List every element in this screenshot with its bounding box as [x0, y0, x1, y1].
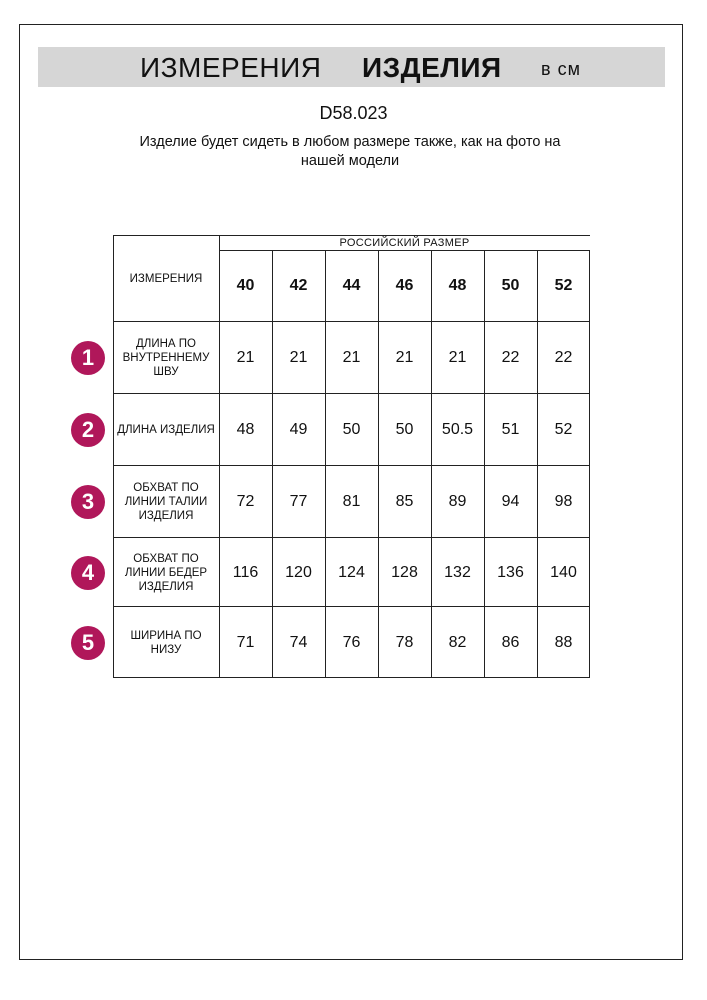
value-cell: 72 — [236, 493, 255, 510]
row-number-badge: 2 — [71, 413, 105, 447]
value-cell: 52 — [554, 421, 573, 438]
value-cell: 81 — [342, 493, 361, 510]
row-label-line: ОБХВАТ ПО — [133, 482, 199, 494]
row-label — [113, 466, 219, 538]
row-label-line: НИЗУ — [150, 643, 182, 656]
title-measurements: ИЗМЕРЕНИЯ — [140, 52, 322, 83]
value-cell: 22 — [501, 349, 520, 366]
value-cell: 51 — [501, 421, 520, 438]
row-label — [113, 607, 219, 678]
fit-note-line-1: Изделие будет сидеть в любом размере также, как на фото на — [139, 134, 561, 150]
value-cell: 71 — [236, 633, 255, 651]
value-cell: 78 — [395, 633, 414, 651]
row-label-line: ЛИНИИ БЕДЕР — [124, 566, 208, 579]
row-label-line: ШВУ — [153, 366, 179, 378]
product-code: D58.023 — [319, 103, 388, 123]
row-label — [113, 538, 219, 607]
value-cell: 132 — [444, 563, 471, 581]
row-label-line: ДЛИНА ПО — [136, 338, 196, 350]
value-cell: 86 — [501, 633, 520, 651]
fit-note-line-2: нашей модели — [300, 153, 400, 169]
value-cell: 140 — [550, 563, 577, 581]
row-number-badge: 3 — [71, 485, 105, 519]
row-label-line: ВНУТРЕННЕМУ — [122, 352, 210, 364]
value-cell: 85 — [395, 493, 414, 510]
title-item: ИЗДЕЛИЯ — [362, 52, 502, 83]
value-cell: 77 — [289, 493, 308, 510]
row-label-line: ОБХВАТ ПО — [133, 552, 199, 565]
size-table — [113, 235, 590, 678]
value-cell: 120 — [285, 563, 312, 581]
row-number-badge: 1 — [71, 341, 105, 375]
value-cell: 21 — [236, 349, 255, 366]
row-label-line: ИЗДЕЛИЯ — [138, 580, 194, 593]
value-cell: 136 — [497, 563, 524, 581]
corner-label: ИЗМЕРЕНИЯ — [129, 272, 203, 285]
size-48: 48 — [448, 277, 467, 294]
size-40: 40 — [236, 277, 255, 294]
size-44: 44 — [342, 277, 361, 294]
value-cell: 74 — [289, 633, 308, 651]
value-cell: 50.5 — [441, 421, 474, 438]
value-cell: 116 — [232, 563, 259, 581]
value-cell: 94 — [501, 493, 520, 510]
value-cell: 21 — [395, 349, 414, 366]
row-label-line: ШИРИНА ПО — [130, 629, 202, 642]
row-number-badge: 5 — [71, 626, 105, 660]
row-label-line: ДЛИНА ИЗДЕЛИЯ — [117, 424, 215, 436]
value-cell: 50 — [395, 421, 414, 438]
row-number-badge: 4 — [71, 556, 105, 590]
fit-note — [110, 133, 590, 171]
row-label-line: ИЗДЕЛИЯ — [138, 510, 194, 522]
size-52: 52 — [554, 277, 573, 294]
title-unit: в см — [541, 59, 581, 79]
value-cell: 89 — [448, 493, 467, 510]
value-cell: 22 — [554, 349, 573, 366]
value-cell: 88 — [554, 633, 573, 651]
value-cell: 48 — [236, 421, 255, 438]
row-label — [113, 394, 219, 466]
value-cell: 82 — [448, 633, 467, 651]
value-cell: 50 — [342, 421, 361, 438]
size-header: РОССИЙСКИЙ РАЗМЕР — [339, 236, 470, 249]
value-cell: 128 — [391, 563, 418, 581]
value-cell: 76 — [342, 633, 361, 651]
row-label-line: ЛИНИИ ТАЛИИ — [124, 496, 208, 508]
size-46: 46 — [395, 277, 414, 294]
value-cell: 124 — [338, 563, 365, 581]
size-50: 50 — [501, 277, 520, 294]
size-42: 42 — [289, 277, 308, 294]
row-label — [113, 322, 219, 394]
value-cell: 49 — [289, 421, 308, 438]
value-cell: 98 — [554, 493, 573, 510]
value-cell: 21 — [342, 349, 361, 366]
value-cell: 21 — [289, 349, 308, 366]
value-cell: 21 — [448, 349, 467, 366]
